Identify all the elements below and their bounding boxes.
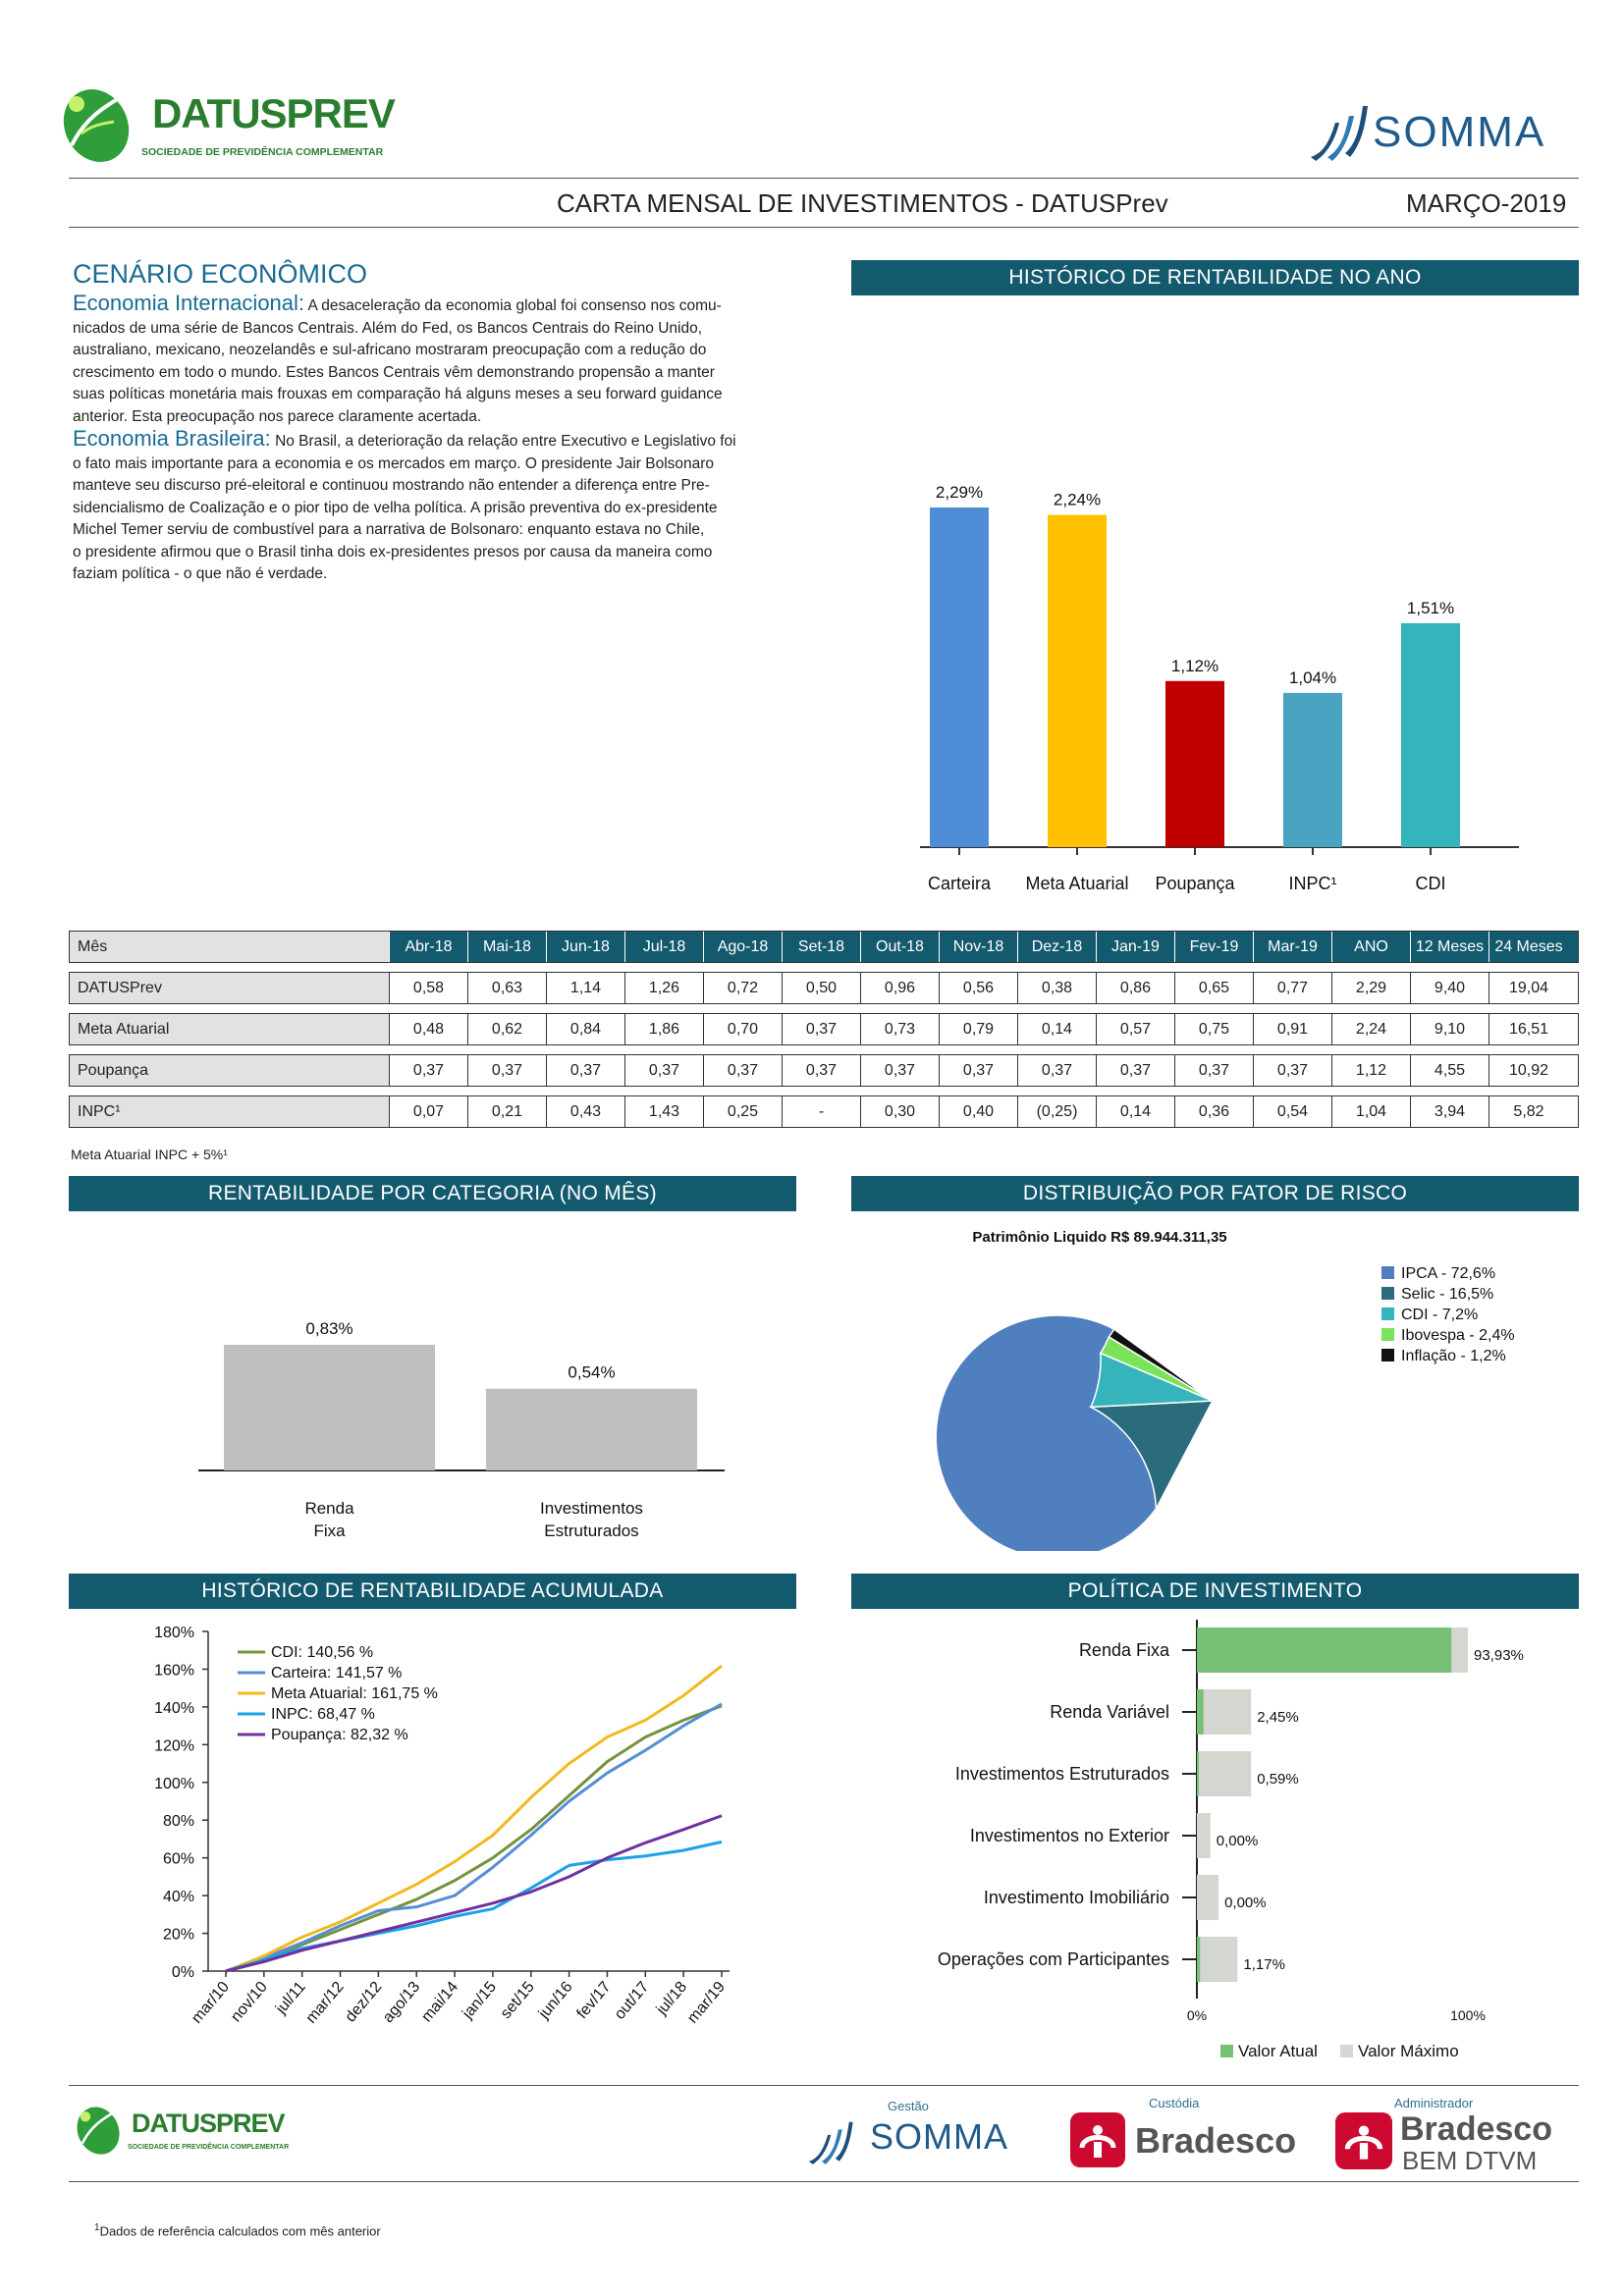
footer-rule-top xyxy=(69,2085,1579,2086)
table-row-cell-9: 0,37 xyxy=(1017,1055,1096,1086)
datusprev-leaf-icon xyxy=(57,77,135,167)
x-tick-label-3: mar/12 xyxy=(302,1978,348,2027)
legend-label-2: CDI - 7,2% xyxy=(1401,1307,1479,1323)
bar-label-0: 2,29% xyxy=(935,483,984,502)
x-tick-label-1: 100% xyxy=(1450,2007,1486,2023)
table-row xyxy=(69,972,1579,1004)
intl-line-1: nicados de uma série de Bancos Centrais. Além do Fed, os Bancos Centrais do Reino Unido, xyxy=(73,319,703,337)
somma-text: SOMMA xyxy=(1373,108,1546,156)
bar-label-4: 0,00% xyxy=(1224,1895,1267,1911)
footer-somma-text: SOMMA xyxy=(870,2116,1009,2157)
intl-line-5: anterior. Esta preocupação nos parece claramente acertada. xyxy=(73,407,482,425)
y-tick-label-7: 140% xyxy=(154,1699,194,1717)
table-header-row-cell-14: 12 Meses xyxy=(1410,932,1489,962)
bar-0 xyxy=(930,507,989,847)
br-line-4: Michel Temer serviu de combustível para a narrativa de Bolsonaro: enquanto estava no Chile, xyxy=(73,521,705,538)
footer-somma-mark-icon xyxy=(805,2114,858,2167)
legend-swatch-2 xyxy=(1381,1308,1394,1320)
br-line-3: sidencialismo de Coalização e o pior tipo de velha política. A prisão preventiva do ex-presidente xyxy=(73,499,718,516)
table-header-row-cell-7: Out-18 xyxy=(860,932,939,962)
x-tick-label-5: ago/13 xyxy=(379,1978,424,2027)
table-row-cell-3: 1,14 xyxy=(546,973,624,1003)
page-period: MARÇO-2019 xyxy=(1406,188,1567,218)
legend-swatch-0 xyxy=(1381,1266,1394,1279)
bar-label-0: 0,83% xyxy=(305,1319,353,1338)
intl-line-4: suas políticas monetária mais frouxas em comparação há alguns meses a seu forward guidance xyxy=(73,386,723,402)
bar-current-0 xyxy=(1197,1628,1451,1673)
table-row-cell-14: 3,94 xyxy=(1410,1096,1489,1127)
table-row-cell-14: 4,55 xyxy=(1410,1055,1489,1086)
table-row-cell-6: 0,37 xyxy=(782,1014,860,1044)
x-tick-label-1: nov/10 xyxy=(228,1978,271,2026)
legend-label-1: Carteira: 141,57 % xyxy=(271,1665,403,1682)
brand-tagline: SOCIEDADE DE PREVIDÊNCIA COMPLEMENTAR xyxy=(141,146,384,158)
table-row-cell-11: 0,36 xyxy=(1174,1096,1253,1127)
x-tick-label-2: jul/11 xyxy=(272,1978,309,2017)
x-tick-label-1-0: Investimentos xyxy=(540,1499,643,1518)
footer-rule-bottom xyxy=(69,2181,1579,2182)
table-row-cell-6: 0,50 xyxy=(782,973,860,1003)
table-header-row-cell-10: Jan-19 xyxy=(1096,932,1174,962)
x-tick-label-2: Poupança xyxy=(1155,874,1235,893)
footnote xyxy=(94,2222,381,2238)
table-header-row-cell-5: Ago-18 xyxy=(703,932,782,962)
table-row-cell-1: 0,58 xyxy=(389,973,467,1003)
table-row-cell-7: 0,73 xyxy=(860,1014,939,1044)
y-tick-label-2: 40% xyxy=(162,1889,194,1906)
table-row-cell-8: 0,37 xyxy=(939,1055,1017,1086)
section-distribuicao: DISTRIBUIÇÃO POR FATOR DE RISCO xyxy=(851,1176,1579,1211)
table-row-cell-5: 0,37 xyxy=(703,1055,782,1086)
br-line-6: faziam política - o que não é verdade. xyxy=(73,565,328,582)
table-header-row-cell-2: Mai-18 xyxy=(467,932,546,962)
x-tick-label-12: jul/18 xyxy=(653,1978,691,2018)
table-row-cell-11: 0,37 xyxy=(1174,1055,1253,1086)
table-row-cell-0: DATUSPrev xyxy=(70,973,389,1003)
footnote-text: Dados de referência calculados com mês anterior xyxy=(99,2223,381,2239)
bar-label-0: 93,93% xyxy=(1474,1647,1524,1664)
table-row-cell-10: 0,37 xyxy=(1096,1055,1174,1086)
x-tick-label-1-1: Estruturados xyxy=(544,1522,639,1540)
footer-bradesco-bem-logo xyxy=(1335,2112,1571,2173)
y-tick-label-5: 100% xyxy=(154,1775,194,1792)
bradesco-bem-icon xyxy=(1335,2112,1392,2169)
bar-current-1 xyxy=(1197,1689,1204,1735)
table-row-cell-0: INPC¹ xyxy=(70,1096,389,1127)
table-row-cell-6: 0,37 xyxy=(782,1055,860,1086)
footnote-mark: 1 xyxy=(94,2222,100,2233)
footer-datusprev-logo xyxy=(73,2099,298,2158)
legend-swatch-0 xyxy=(1220,2045,1233,2057)
footer-brand-tagline: SOCIEDADE DE PREVIDÊNCIA COMPLEMENTAR xyxy=(128,2144,290,2151)
x-tick-label-1: Meta Atuarial xyxy=(1025,874,1129,893)
table-row-cell-1: 0,37 xyxy=(389,1055,467,1086)
bar-current-2 xyxy=(1197,1751,1199,1796)
intl-line-0: A desaceleração da economia global foi consenso nos comu- xyxy=(307,297,722,314)
table-row-cell-8: 0,40 xyxy=(939,1096,1017,1127)
table-row-cell-4: 1,43 xyxy=(624,1096,703,1127)
y-tick-label-0: 0% xyxy=(171,1964,194,1981)
bar-label-1: 0,54% xyxy=(568,1362,616,1382)
legend-label-4: Poupança: 82,32 % xyxy=(271,1727,408,1743)
legend-label-3: Ibovespa - 2,4% xyxy=(1401,1327,1515,1344)
y-tick-label-3: 60% xyxy=(162,1850,194,1868)
table-row-cell-7: 0,30 xyxy=(860,1096,939,1127)
table-row xyxy=(69,1095,1579,1128)
category-label-2: Investimentos Estruturados xyxy=(954,1764,1169,1784)
bar-max-4 xyxy=(1197,1875,1218,1920)
section-historico-acumulada: HISTÓRICO DE RENTABILIDADE ACUMULADA xyxy=(69,1574,796,1609)
bar-max-2 xyxy=(1197,1751,1251,1796)
table-row-cell-2: 0,37 xyxy=(467,1055,546,1086)
table-row-cell-13: 2,29 xyxy=(1331,973,1410,1003)
chart-politica xyxy=(851,1610,1579,2081)
legend-label-1: Valor Máximo xyxy=(1358,2042,1459,2060)
x-tick-label-13: mar/19 xyxy=(684,1978,730,2027)
table-row-cell-1: 0,48 xyxy=(389,1014,467,1044)
table-row-cell-4: 1,26 xyxy=(624,973,703,1003)
table-note: Meta Atuarial INPC + 5%¹ xyxy=(71,1147,228,1162)
x-tick-label-3: INPC¹ xyxy=(1288,874,1337,893)
br-line-0: No Brasil, a deterioração da relação entre Executivo e Legislativo foi xyxy=(275,433,736,450)
table-row-cell-2: 0,21 xyxy=(467,1096,546,1127)
table-row-cell-5: 0,72 xyxy=(703,973,782,1003)
br-line-1: o fato mais importante para a economia e os mercados em março. O presidente Jair Bolsonaro xyxy=(73,454,715,472)
table-header-row-cell-12: Mar-19 xyxy=(1253,932,1331,962)
category-label-4: Investimento Imobiliário xyxy=(983,1888,1169,1907)
table-row-cell-15: 19,04 xyxy=(1489,973,1568,1003)
bar-label-4: 1,51% xyxy=(1406,598,1455,617)
x-tick-label-11: out/17 xyxy=(611,1978,653,2023)
chart-rent-categoria xyxy=(69,1213,796,1567)
brasileira-label: Economia Brasileira: xyxy=(73,426,271,451)
bar-label-1: 2,45% xyxy=(1257,1709,1299,1726)
y-tick-label-8: 160% xyxy=(154,1662,194,1680)
table-row-cell-9: (0,25) xyxy=(1017,1096,1096,1127)
x-tick-label-0: 0% xyxy=(1186,2007,1208,2023)
bradesco-bem-text: Bradesco xyxy=(1400,2110,1552,2148)
table-header-row-cell-15: 24 Meses xyxy=(1489,932,1568,962)
custodia-label: Custódia xyxy=(1149,2096,1200,2110)
table-header-row-cell-1: Abr-18 xyxy=(389,932,467,962)
bradesco-text: Bradesco xyxy=(1135,2120,1297,2161)
table-header-row xyxy=(69,931,1579,963)
y-tick-label-9: 180% xyxy=(154,1625,194,1641)
table-row-cell-12: 0,54 xyxy=(1253,1096,1331,1127)
legend-swatch-3 xyxy=(1381,1328,1394,1341)
series-line-0 xyxy=(226,1706,722,1971)
table-row xyxy=(69,1054,1579,1087)
table-header-row-cell-3: Jun-18 xyxy=(546,932,624,962)
x-tick-label-8: set/15 xyxy=(497,1978,538,2022)
x-tick-label-10: fev/17 xyxy=(573,1978,615,2022)
table-row-cell-3: 0,84 xyxy=(546,1014,624,1044)
intl-line-2: australiano, mexicano, neozelandês e sul-africano mostraram preocupação com a redução do xyxy=(73,342,707,358)
table-row-cell-14: 9,10 xyxy=(1410,1014,1489,1044)
datusprev-logo xyxy=(57,77,395,167)
footer-brand-name: DATUSPREV xyxy=(132,2109,285,2138)
bar-label-3: 1,04% xyxy=(1288,667,1337,687)
table-header-row-cell-8: Nov-18 xyxy=(939,932,1017,962)
bar-label-1: 2,24% xyxy=(1053,490,1102,509)
somma-mark-icon xyxy=(1306,98,1375,163)
bar-4 xyxy=(1401,623,1460,847)
table-row-cell-15: 5,82 xyxy=(1489,1096,1568,1127)
bar-max-1 xyxy=(1197,1689,1251,1735)
series-line-1 xyxy=(226,1704,722,1971)
y-tick-label-1: 20% xyxy=(162,1926,194,1944)
table-header-row-cell-0: Mês xyxy=(70,932,389,962)
table-header-row-cell-6: Set-18 xyxy=(782,932,860,962)
table-row-cell-8: 0,79 xyxy=(939,1014,1017,1044)
table-row-cell-8: 0,56 xyxy=(939,973,1017,1003)
header-rule-bottom xyxy=(69,227,1579,228)
section-politica: POLÍTICA DE INVESTIMENTO xyxy=(851,1574,1579,1609)
bar-label-2: 1,12% xyxy=(1170,656,1219,675)
table-row-cell-4: 1,86 xyxy=(624,1014,703,1044)
table-row-cell-11: 0,75 xyxy=(1174,1014,1253,1044)
administrador-label: Administrador xyxy=(1394,2096,1474,2110)
header-rule-top xyxy=(69,178,1579,179)
legend-label-0: Valor Atual xyxy=(1238,2042,1318,2060)
bar-max-5 xyxy=(1197,1937,1237,1982)
table-row-cell-0: Meta Atuarial xyxy=(70,1014,389,1044)
table-row xyxy=(69,1013,1579,1045)
table-row-cell-3: 0,37 xyxy=(546,1055,624,1086)
x-tick-label-0: Carteira xyxy=(927,874,992,893)
category-label-1: Renda Variável xyxy=(1050,1702,1169,1722)
bradesco-icon xyxy=(1070,2112,1125,2167)
table-row-cell-6: - xyxy=(782,1096,860,1127)
brand-name: DATUSPREV xyxy=(152,90,395,136)
bar-2 xyxy=(1165,681,1224,847)
table-row-cell-15: 10,92 xyxy=(1489,1055,1568,1086)
legend-swatch-1 xyxy=(1381,1287,1394,1300)
legend-label-0: CDI: 140,56 % xyxy=(271,1644,374,1661)
table-row-cell-1: 0,07 xyxy=(389,1096,467,1127)
page-title: CARTA MENSAL DE INVESTIMENTOS - DATUSPrev xyxy=(557,188,1168,218)
footer-bradesco-logo xyxy=(1070,2112,1296,2171)
x-tick-label-7: jan/15 xyxy=(459,1978,500,2022)
footer-leaf-icon xyxy=(73,2099,124,2158)
bar-3 xyxy=(1283,693,1342,847)
legend-label-2: Meta Atuarial: 161,75 % xyxy=(271,1685,438,1702)
footer-somma-logo xyxy=(805,2110,1021,2169)
section-rent-categoria: RENTABILIDADE POR CATEGORIA (NO MÊS) xyxy=(69,1176,796,1211)
br-line-2: manteve seu discurso pré-eleitoral e continuou mostrando não entender a diferença entre Pre- xyxy=(73,477,710,494)
legend-label-0: IPCA - 72,6% xyxy=(1401,1265,1496,1282)
chart-distribuicao xyxy=(851,1247,1579,1551)
x-tick-label-0-1: Fixa xyxy=(313,1522,346,1540)
table-row-cell-3: 0,43 xyxy=(546,1096,624,1127)
table-row-cell-0: Poupança xyxy=(70,1055,389,1086)
table-row-cell-10: 0,86 xyxy=(1096,973,1174,1003)
somma-logo xyxy=(1306,98,1546,167)
x-tick-label-6: mai/14 xyxy=(418,1978,462,2026)
bar-0 xyxy=(224,1345,435,1470)
table-row-cell-5: 0,70 xyxy=(703,1014,782,1044)
chart-historico-acumulada xyxy=(69,1610,796,2061)
section-historico-ano: HISTÓRICO DE RENTABILIDADE NO ANO xyxy=(851,260,1579,295)
x-tick-label-9: jun/16 xyxy=(535,1978,576,2022)
legend-label-4: Inflação - 1,2% xyxy=(1401,1348,1506,1364)
table-row-cell-12: 0,37 xyxy=(1253,1055,1331,1086)
table-row-cell-10: 0,14 xyxy=(1096,1096,1174,1127)
table-header-row-cell-11: Fev-19 xyxy=(1174,932,1253,962)
bem-dtvm-text: BEM DTVM xyxy=(1402,2146,1538,2175)
intl-line-3: crescimento em todo o mundo. Estes Bancos Centrais vêm demonstrando propensão a manter xyxy=(73,363,715,381)
table-header-row-cell-9: Dez-18 xyxy=(1017,932,1096,962)
internacional-label: Economia Internacional: xyxy=(73,291,305,315)
table-row-cell-15: 16,51 xyxy=(1489,1014,1568,1044)
bar-1 xyxy=(486,1389,697,1470)
pie-title: Patrimônio Liquido R$ 89.944.311,35 xyxy=(972,1229,1227,1246)
table-row-cell-5: 0,25 xyxy=(703,1096,782,1127)
cenario-text xyxy=(73,293,795,586)
bar-1 xyxy=(1048,515,1107,847)
x-tick-label-0-0: Renda xyxy=(304,1499,354,1518)
category-label-0: Renda Fixa xyxy=(1078,1640,1169,1660)
table-row-cell-2: 0,63 xyxy=(467,973,546,1003)
table-row-cell-11: 0,65 xyxy=(1174,973,1253,1003)
br-line-5: o presidente afirmou que o Brasil tinha dois ex-presidentes presos por causa da maneira como xyxy=(73,543,713,561)
table-row-cell-2: 0,62 xyxy=(467,1014,546,1044)
x-tick-label-4: dez/12 xyxy=(342,1978,386,2026)
gestao-label: Gestão xyxy=(888,2099,929,2113)
table-row-cell-9: 0,14 xyxy=(1017,1014,1096,1044)
table-row-cell-7: 0,37 xyxy=(860,1055,939,1086)
bar-label-5: 1,17% xyxy=(1243,1956,1285,1973)
table-row-cell-12: 0,77 xyxy=(1253,973,1331,1003)
legend-label-1: Selic - 16,5% xyxy=(1401,1286,1494,1303)
table-row-cell-7: 0,96 xyxy=(860,973,939,1003)
table-row-cell-13: 1,04 xyxy=(1331,1096,1410,1127)
table-row-cell-13: 1,12 xyxy=(1331,1055,1410,1086)
category-label-3: Investimentos no Exterior xyxy=(969,1826,1169,1845)
table-row-cell-4: 0,37 xyxy=(624,1055,703,1086)
x-tick-label-4: CDI xyxy=(1415,874,1446,893)
bar-label-3: 0,00% xyxy=(1216,1833,1259,1849)
table-header-row-cell-4: Jul-18 xyxy=(624,932,703,962)
table-row-cell-12: 0,91 xyxy=(1253,1014,1331,1044)
bar-label-2: 0,59% xyxy=(1257,1771,1299,1788)
y-tick-label-6: 120% xyxy=(154,1737,194,1755)
table-row-cell-14: 9,40 xyxy=(1410,973,1489,1003)
chart-historico-ano xyxy=(851,294,1579,913)
table-header-row-cell-13: ANO xyxy=(1331,932,1410,962)
table-row-cell-13: 2,24 xyxy=(1331,1014,1410,1044)
category-label-5: Operações com Participantes xyxy=(937,1949,1169,1969)
legend-swatch-1 xyxy=(1340,2045,1353,2057)
y-tick-label-4: 80% xyxy=(162,1813,194,1831)
legend-label-3: INPC: 68,47 % xyxy=(271,1706,375,1723)
cenario-title: CENÁRIO ECONÔMICO xyxy=(73,259,368,289)
bar-max-3 xyxy=(1197,1813,1211,1858)
legend-swatch-4 xyxy=(1381,1349,1394,1362)
table-row-cell-9: 0,38 xyxy=(1017,973,1096,1003)
bar-current-5 xyxy=(1197,1937,1200,1982)
x-tick-label-0: mar/10 xyxy=(189,1978,234,2027)
table-row-cell-10: 0,57 xyxy=(1096,1014,1174,1044)
